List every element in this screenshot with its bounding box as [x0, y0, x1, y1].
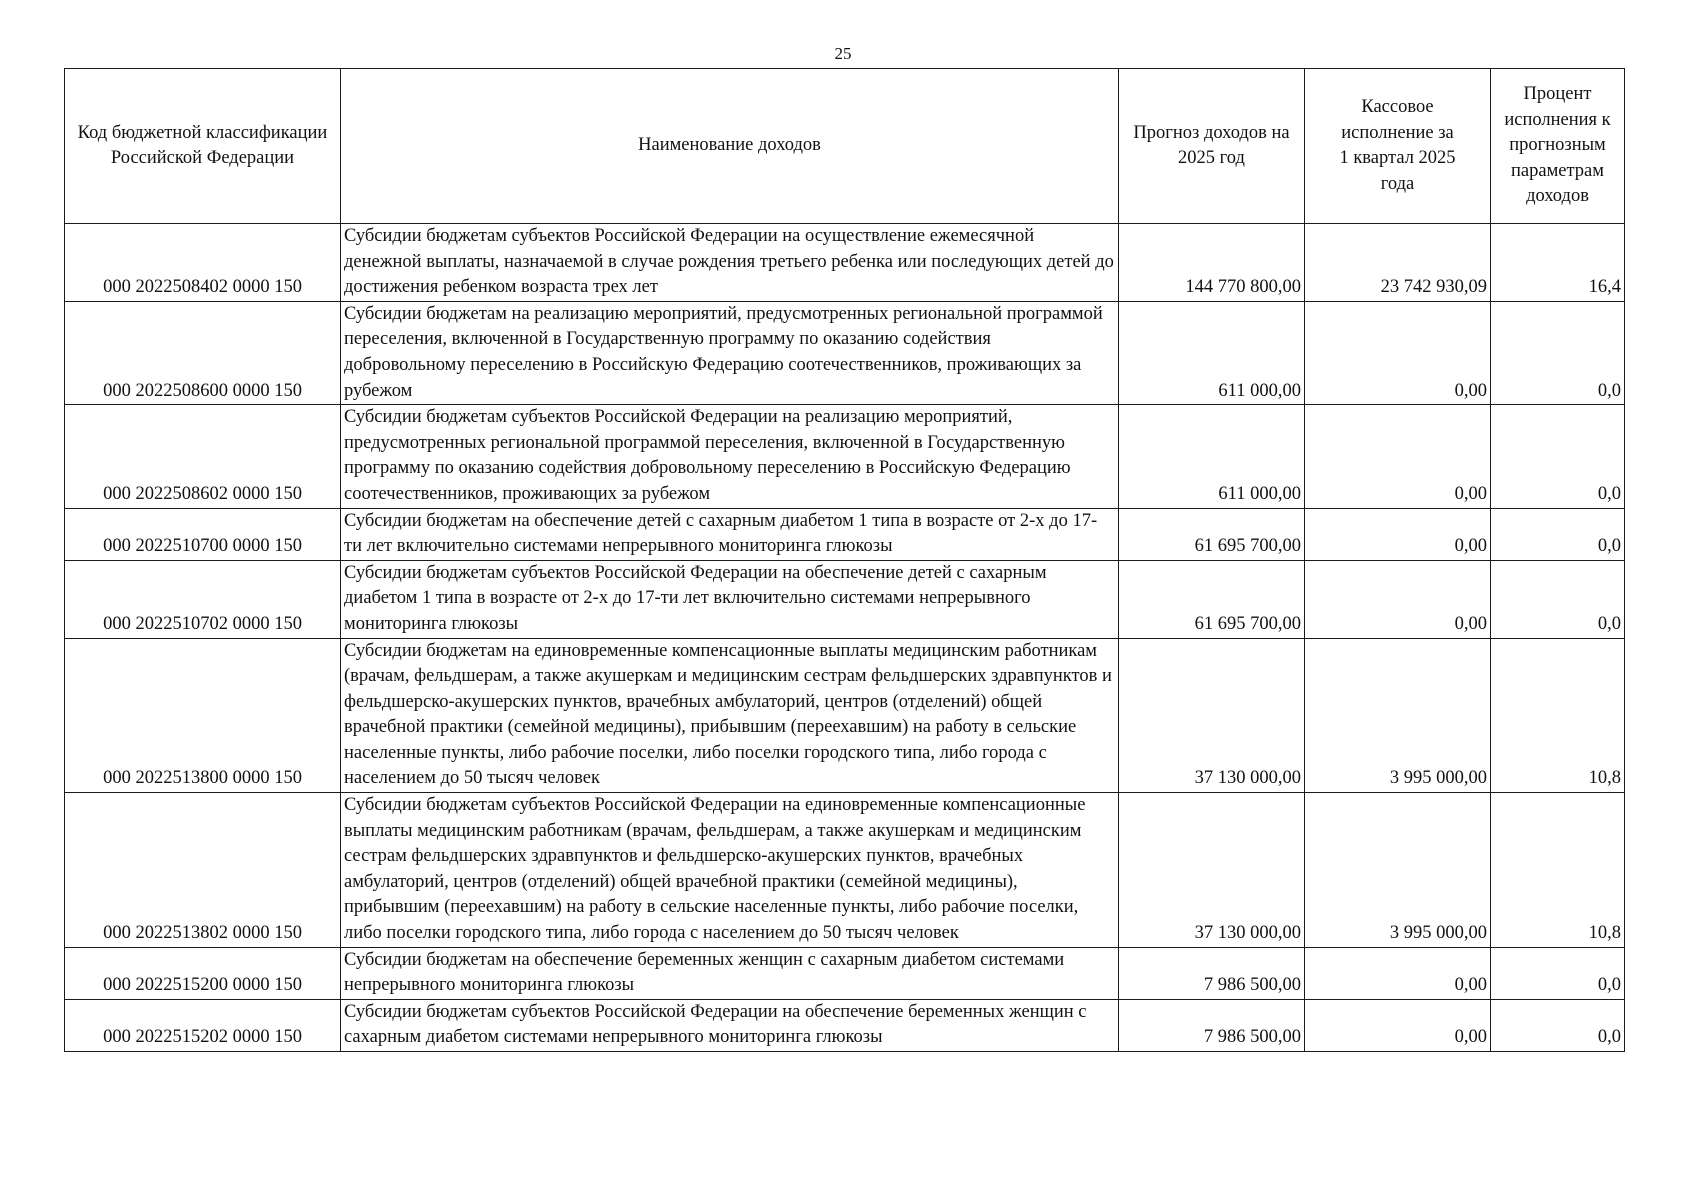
row-code: 000 2022513802 0000 150	[65, 793, 341, 948]
row-percent: 0,0	[1491, 301, 1625, 404]
row-forecast: 37 130 000,00	[1119, 638, 1305, 793]
table-row	[65, 793, 1625, 948]
table-row	[65, 560, 1625, 638]
row-forecast: 61 695 700,00	[1119, 560, 1305, 638]
row-name: Субсидии бюджетам субъектов Российской Федерации на реализацию мероприятий, предусмотренных региональной программой переселения, включенной в Государственную программу по оказанию содействия добровольному переселению в Российскую Федерацию соотечественников, проживающих за рубежом	[341, 405, 1119, 508]
row-forecast: 7 986 500,00	[1119, 999, 1305, 1051]
table-row	[65, 405, 1625, 508]
table-header	[65, 69, 1625, 224]
row-cash: 0,00	[1305, 947, 1491, 999]
row-percent: 16,4	[1491, 224, 1625, 302]
row-code: 000 2022510702 0000 150	[65, 560, 341, 638]
row-percent: 0,0	[1491, 999, 1625, 1051]
row-code: 000 2022508600 0000 150	[65, 301, 341, 404]
table-row	[65, 301, 1625, 404]
row-forecast: 611 000,00	[1119, 405, 1305, 508]
row-percent: 0,0	[1491, 947, 1625, 999]
row-forecast: 144 770 800,00	[1119, 224, 1305, 302]
row-percent: 0,0	[1491, 405, 1625, 508]
row-name: Субсидии бюджетам субъектов Российской Федерации на осуществление ежемесячной денежной выплаты, назначаемой в случае рождения третьего ребенка или последующих детей до достижения ребенком возраста трех лет	[341, 224, 1119, 302]
row-forecast: 61 695 700,00	[1119, 508, 1305, 560]
row-name: Субсидии бюджетам субъектов Российской Федерации на обеспечение детей с сахарным диабетом 1 типа в возрасте от 2-х до 17-ти лет включительно системами непрерывного мониторинга глюкозы	[341, 560, 1119, 638]
row-code: 000 2022510700 0000 150	[65, 508, 341, 560]
row-code: 000 2022513800 0000 150	[65, 638, 341, 793]
row-cash: 0,00	[1305, 560, 1491, 638]
row-code: 000 2022508402 0000 150	[65, 224, 341, 302]
row-code: 000 2022515202 0000 150	[65, 999, 341, 1051]
row-cash: 3 995 000,00	[1305, 638, 1491, 793]
table-row	[65, 999, 1625, 1051]
row-forecast: 37 130 000,00	[1119, 793, 1305, 948]
table-row	[65, 638, 1625, 793]
header-row	[65, 69, 1625, 224]
table-row	[65, 508, 1625, 560]
header-name: Наименование доходов	[341, 69, 1119, 224]
table-row	[65, 224, 1625, 302]
row-percent: 0,0	[1491, 560, 1625, 638]
row-percent: 10,8	[1491, 793, 1625, 948]
row-cash: 0,00	[1305, 999, 1491, 1051]
row-cash: 0,00	[1305, 508, 1491, 560]
row-code: 000 2022508602 0000 150	[65, 405, 341, 508]
row-cash: 0,00	[1305, 301, 1491, 404]
row-code: 000 2022515200 0000 150	[65, 947, 341, 999]
header-percent: Процент исполнения к прогнозным параметрам доходов	[1491, 69, 1625, 224]
table-body	[65, 224, 1625, 1052]
header-cash: Кассовое исполнение за 1 квартал 2025 года	[1305, 69, 1491, 224]
row-name: Субсидии бюджетам на обеспечение детей с сахарным диабетом 1 типа в возрасте от 2-х до 17-ти лет включительно системами непрерывного мониторинга глюкозы	[341, 508, 1119, 560]
row-cash: 0,00	[1305, 405, 1491, 508]
row-cash: 3 995 000,00	[1305, 793, 1491, 948]
row-name: Субсидии бюджетам на обеспечение беременных женщин с сахарным диабетом системами непрерывного мониторинга глюкозы	[341, 947, 1119, 999]
row-forecast: 7 986 500,00	[1119, 947, 1305, 999]
row-name: Субсидии бюджетам субъектов Российской Федерации на единовременные компенсационные выплаты медицинским работникам (врачам, фельдшерам, а также акушеркам и медицинским сестрам фельдшерских здравпунктов и фельдшерско-акушерских пунктов, врачебных амбулаторий, центров (отделений) общей врачебной практики (семейной медицины), прибывшим (переехавшим) на работу в сельские населенные пункты, либо рабочие поселки, либо поселки городского типа, либо города с населением до 50 тысяч человек	[341, 793, 1119, 948]
table-row	[65, 947, 1625, 999]
row-percent: 10,8	[1491, 638, 1625, 793]
row-name: Субсидии бюджетам субъектов Российской Федерации на обеспечение беременных женщин с сахарным диабетом системами непрерывного мониторинга глюкозы	[341, 999, 1119, 1051]
row-cash: 23 742 930,09	[1305, 224, 1491, 302]
revenue-table	[64, 68, 1625, 1052]
page-number: 25	[834, 44, 852, 63]
row-forecast: 611 000,00	[1119, 301, 1305, 404]
header-forecast: Прогноз доходов на 2025 год	[1119, 69, 1305, 224]
row-name: Субсидии бюджетам на реализацию мероприятий, предусмотренных региональной программой переселения, включенной в Государственную программу по оказанию содействия добровольному переселению в Российскую Федерацию соотечественников, проживающих за рубежом	[341, 301, 1119, 404]
header-code: Код бюджетной классификации Российской Федерации	[65, 69, 341, 224]
row-name: Субсидии бюджетам на единовременные компенсационные выплаты медицинским работникам (врачам, фельдшерам, а также акушеркам и медицинским сестрам фельдшерских здравпунктов и фельдшерско-акушерских пунктов, врачебных амбулаторий, центров (отделений) общей врачебной практики (семейной медицины), прибывшим (переехавшим) на работу в сельские населенные пункты, либо рабочие поселки, либо поселки городского типа, либо города с населением до 50 тысяч человек	[341, 638, 1119, 793]
row-percent: 0,0	[1491, 508, 1625, 560]
